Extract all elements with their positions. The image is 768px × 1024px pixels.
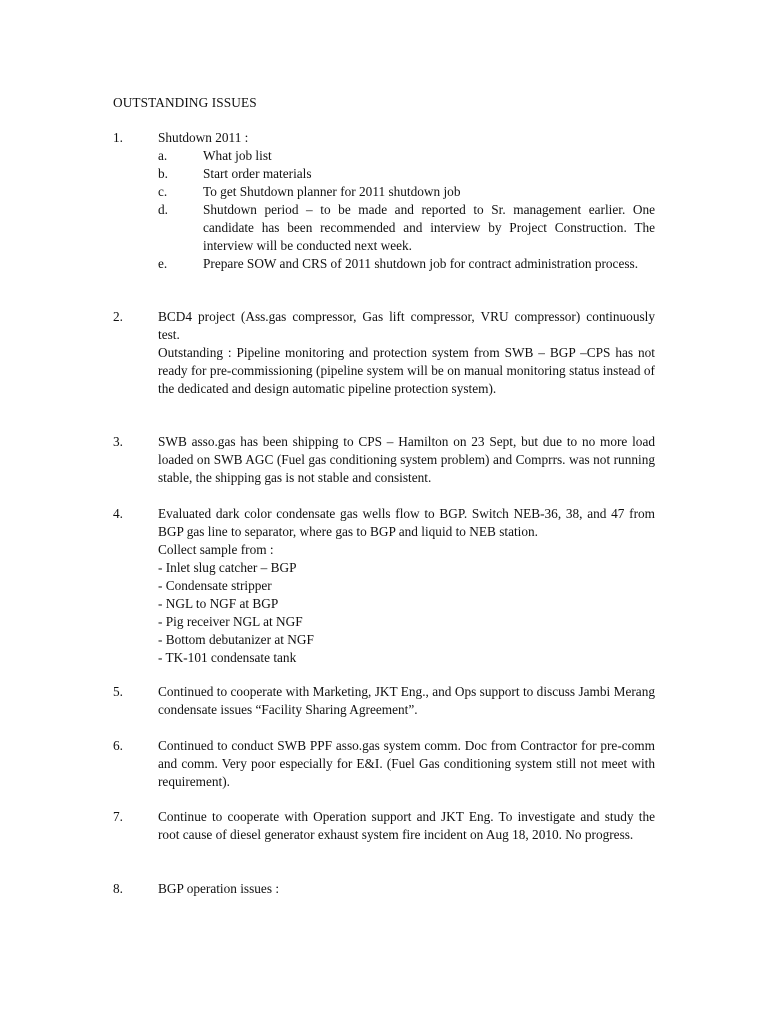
sub-item-b <box>158 165 655 183</box>
issue-text: SWB asso.gas has been shipping to CPS – Hamilton on 23 Sept, but due to no more load loaded on SWB AGC (Fuel gas conditioning system problem) and Comprrs. was not running stable, the shipping gas is not stable and consistent. <box>158 434 655 485</box>
issue-8 <box>113 880 655 898</box>
issue-number: 1. <box>113 130 123 145</box>
collect-label: Collect sample from : <box>158 542 274 557</box>
list-item: - Pig receiver NGL at NGF <box>158 614 303 629</box>
issue-number: 6. <box>113 738 123 753</box>
list-item: - NGL to NGF at BGP <box>158 596 279 611</box>
issue-number: 3. <box>113 434 123 449</box>
sub-text: Shutdown period – to be made and reported to Sr. management earlier. One candidate has been recommended and interview by Project Construction. The interview will be conducted next week. <box>203 202 655 253</box>
sub-item-e <box>158 255 655 273</box>
issue-7 <box>113 808 655 844</box>
issue-3 <box>113 433 655 487</box>
issue-6 <box>113 737 655 791</box>
issue-2 <box>113 308 655 398</box>
issue-1 <box>113 129 655 273</box>
issue-outstanding-text: Outstanding : Pipeline monitoring and protection system from SWB – BGP –CPS has not ready for pre-commissioning (pipeline system will be on manual monitoring status instead of the dedicated and design automatic pipeline protection system). <box>158 345 655 396</box>
issue-number: 7. <box>113 809 123 824</box>
issue-4 <box>113 505 655 667</box>
sub-item-c <box>158 183 655 201</box>
list-item: - Bottom debutanizer at NGF <box>158 632 314 647</box>
issue-number: 5. <box>113 684 123 699</box>
sub-item-a <box>158 147 655 165</box>
issue-text: Continued to cooperate with Marketing, JKT Eng., and Ops support to discuss Jambi Merang condensate issues “Facility Sharing Agreement”. <box>158 684 655 717</box>
issue-number: 2. <box>113 309 123 324</box>
sub-letter: b. <box>158 166 168 181</box>
issue-text: Continued to conduct SWB PPF asso.gas system comm. Doc from Contractor for pre-comm and comm. Very poor especially for E&I. (Fuel Gas conditioning system still not meet with requirement). <box>158 738 655 789</box>
issue-5 <box>113 683 655 719</box>
sub-letter: d. <box>158 202 168 217</box>
sub-letter: a. <box>158 148 168 163</box>
issue-number: 4. <box>113 506 123 521</box>
sub-text: To get Shutdown planner for 2011 shutdown job <box>203 184 461 199</box>
issue-text: Evaluated dark color condensate gas wells flow to BGP. Switch NEB-36, 38, and 47 from BGP gas line to separator, where gas to BGP and liquid to NEB station. <box>158 506 655 539</box>
list-item: - Inlet slug catcher – BGP <box>158 560 297 575</box>
sub-text: What job list <box>203 148 272 163</box>
list-item: - Condensate stripper <box>158 578 272 593</box>
sub-letter: c. <box>158 184 168 199</box>
list-item: - TK-101 condensate tank <box>158 650 297 665</box>
issue-text: BCD4 project (Ass.gas compressor, Gas lift compressor, VRU compressor) continuously test. <box>158 309 655 342</box>
sub-text: Prepare SOW and CRS of 2011 shutdown job for contract administration process. <box>203 256 639 271</box>
sub-item-d <box>158 201 655 255</box>
issue-heading: Shutdown 2011 : <box>158 130 249 145</box>
sub-letter: e. <box>158 256 168 271</box>
issue-number: 8. <box>113 881 123 896</box>
page-title: OUTSTANDING ISSUES <box>113 95 257 110</box>
issue-text: Continue to cooperate with Operation support and JKT Eng. To investigate and study the root cause of diesel generator exhaust system fire incident on Aug 18, 2010. No progress. <box>158 809 655 842</box>
issue-heading: BGP operation issues : <box>158 881 280 896</box>
sub-text: Start order materials <box>203 166 312 181</box>
